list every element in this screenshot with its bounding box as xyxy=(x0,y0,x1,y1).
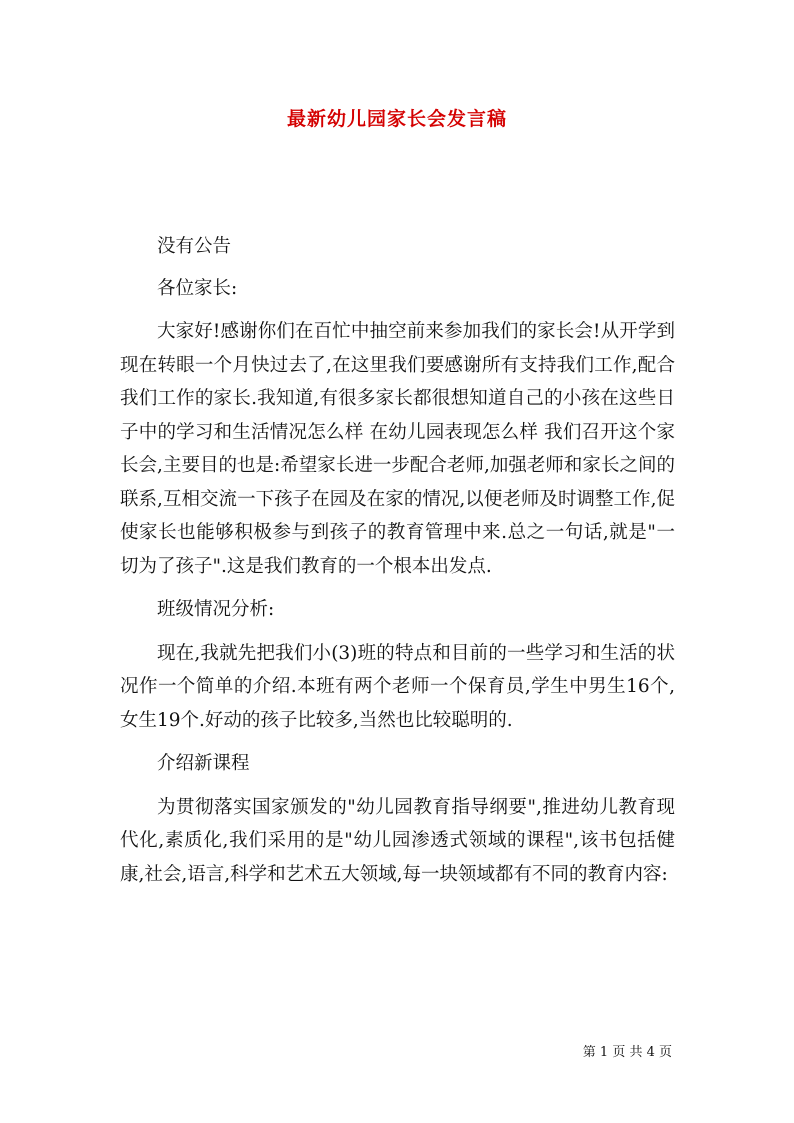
document-title: 最新幼儿园家长会发言稿 xyxy=(286,108,507,130)
paragraph-class-analysis-heading: 班级情况分析: xyxy=(157,599,275,620)
paragraph-new-curriculum: 为贯彻落实国家颁发的"幼儿园教育指导纲要",推进幼儿教育现代化,素质化,我们采用的是"幼儿园渗透式领域的课程",该书包括健康,社会,语言,科学和艺术五大领域,每一块领域都有不同的教育内容: xyxy=(120,796,675,885)
document-body xyxy=(120,230,675,891)
paragraph-salutation: 各位家长: xyxy=(157,277,238,299)
paragraph-new-curriculum-heading: 介绍新课程 xyxy=(157,753,250,774)
paragraph-greeting: 大家好!感谢你们在百忙中抽空前来参加我们的家长会!从开学到现在转眼一个月快过去了,在这里我们要感谢所有支持我们工作,配合我们工作的家长.我知道,有很多家长都很想知道自己的小孩在这些日子中的学习和生活情况怎么样 在幼儿园表现怎么样 我们召开这个家长会,主要目的也是:希望家长进一步配合老师,加强老师和家长之间的联系,互相交流一下孩子在园及在家的情况,以便老师及时调整工作,促使家长也能够积极参与到孩子的教育管理中来.总之一句话,就是"一切为了孩子".这是我们教育的一个根本出发点. xyxy=(120,321,675,577)
paragraph-class-analysis: 现在,我就先把我们小(3)班的特点和目前的一些学习和生活的状况作一个简单的介绍.本班有两个老师一个保育员,学生中男生16个,女生19个.好动的孩子比较多,当然也比较聪明的. xyxy=(120,642,675,731)
page-number-footer: 第 1 页 共 4 页 xyxy=(582,1045,672,1060)
paragraph-notice: 没有公告 xyxy=(157,236,232,257)
